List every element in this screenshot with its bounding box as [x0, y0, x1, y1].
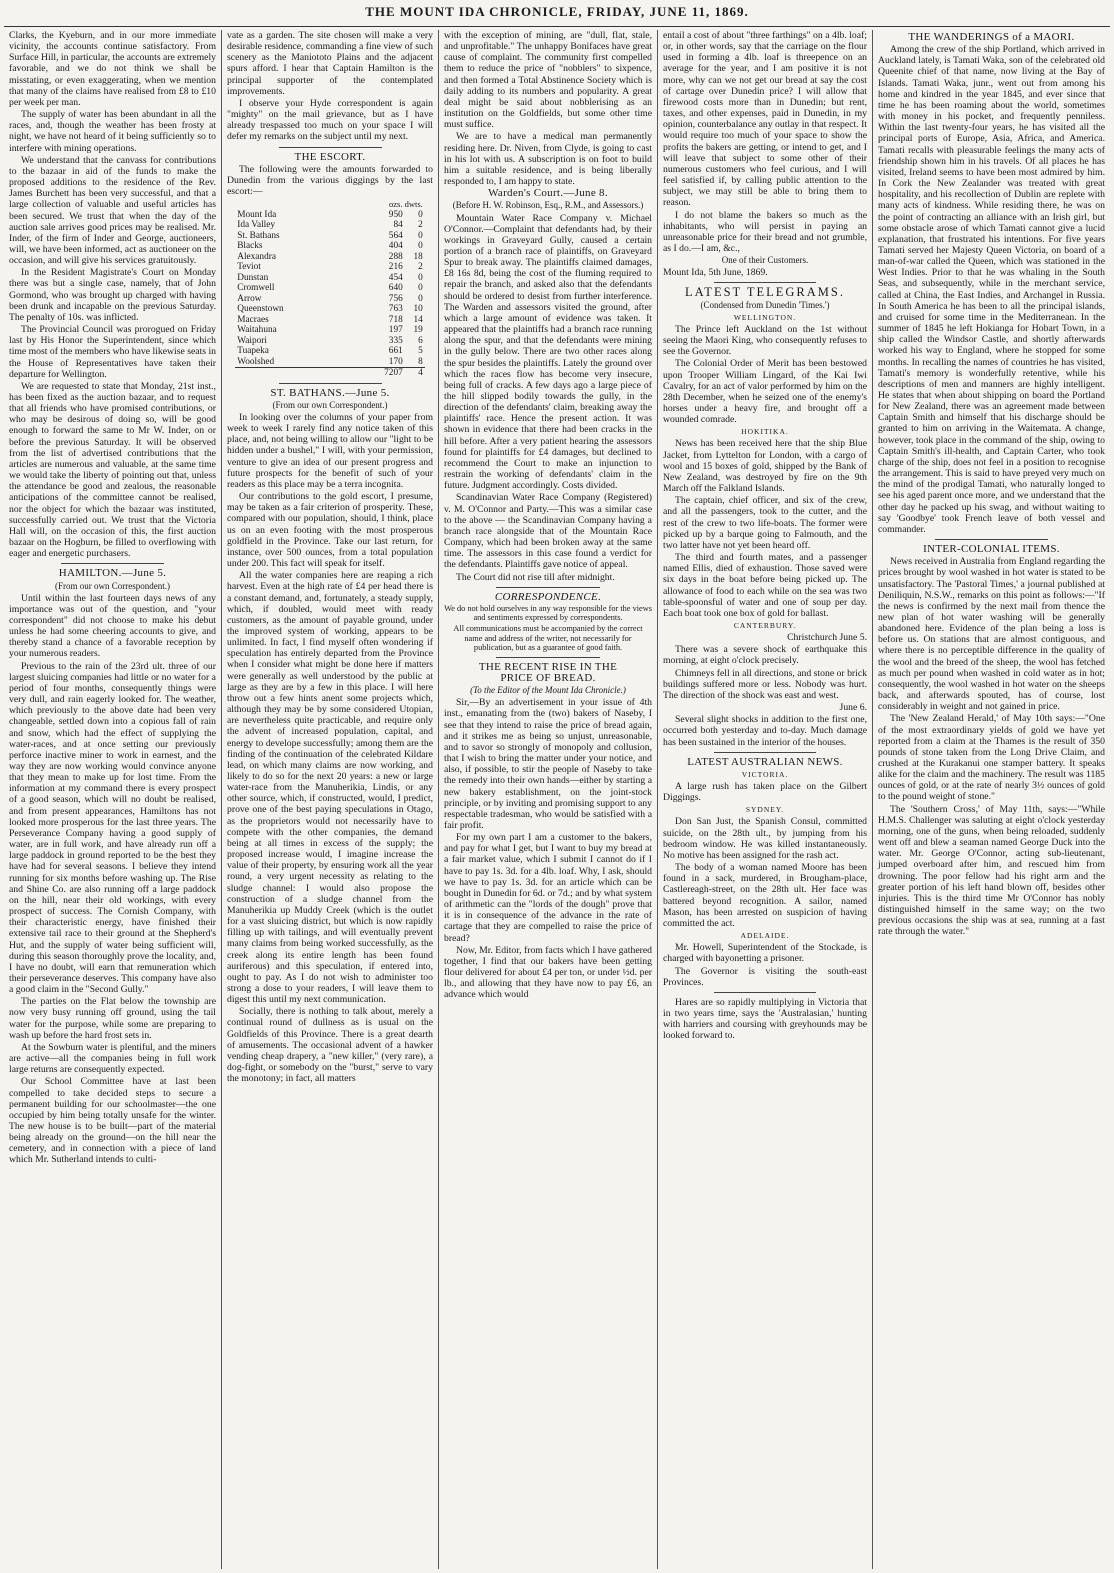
escort-row [235, 220, 425, 231]
paragraph: I do not blame the bakers so much as the inhabitants, who will persist in paying an unreasonable price for their bread and not grumble, as I do.—I am, &c., [663, 209, 867, 254]
escort-row [235, 231, 425, 242]
escort-row [235, 241, 425, 252]
escort-place: Tuapeka [237, 346, 269, 357]
place-heading: ADELAIDE. [740, 931, 790, 941]
escort-dwts: 19 [413, 325, 423, 336]
place-heading: SYDNEY. [745, 805, 785, 815]
escort-place: St. Bathans [237, 230, 280, 241]
escort-header-row [235, 199, 425, 210]
section-heading-australian-news: LATEST AUSTRALIAN NEWS. [687, 755, 843, 768]
masthead: THE MOUNT IDA CHRONICLE, FRIDAY, JUNE 11, 1869. [365, 4, 749, 19]
escort-ounces: 763 [388, 304, 403, 315]
divider [714, 992, 816, 993]
paragraph: Chimneys fell in all directions, and stone or brick buildings suffered more or less. Nobody was hurt. The direction of the shock was east and west. [663, 667, 867, 701]
escort-ounces: 197 [388, 325, 403, 336]
divider [496, 657, 600, 658]
paragraph: The 'New Zealand Herald,' of May 10th says:—"One of the most extraordinary yields of gold we have yet reported from a claim at the Thames is the result of 350 pounds of stone taken from the Long Drive Claim, and crushed at the Kurakanui one stamper battery. It speaks alike for the claim and the machinery. The result was 1185 ounces of gold, or at the rate of nearly 3½ ounces of gold to the pound weight of stone." [878, 713, 1105, 803]
paragraph: Our contributions to the gold escort, I presume, may be taken as a fair criterion of prosperity. These, compared with our population, should, I think, place us on an even footing with the most prosperous goldfield in the Province. Take our last return, for instance, over 500 ounces, from a total population under 200. This fact will speak for itself. [227, 491, 433, 570]
escort-row [235, 315, 425, 326]
escort-ounces: 756 [388, 293, 403, 304]
escort-row [235, 357, 425, 368]
escort-place: Arrow [237, 293, 262, 304]
section-subheading: (To the Editor of the Mount Ida Chronicle.) [470, 685, 626, 696]
paragraph: In the Resident Magistrate's Court on Monday there was but a single case, namely, that of John Gormond, who was brought up charged with having been drunk and incapable on the previous Saturday. The penalty of 10s. was inflicted. [9, 267, 216, 323]
divider [496, 587, 600, 588]
paragraph: Until within the last fourteen days news of any importance was out of the question, and "your correspondent" did not choose to make his debut unless he had some cheering accounts to give, and thereby stand a chance of a favorable reception by your numerous readers. [9, 592, 216, 660]
paragraph: Sir,—By an advertisement in your issue of 4th inst., emanating from the (two) bakers of Naseby, I see that they intend to raise the price of bread again, and it strikes me as being so unjust, unreasonable, and to savor so strongly of monopoly and collusion, that I wish to bring the matter under your notice, and also, if possible, to stir the people of Naseby to take the remedy into their own hands—either by starting a new bakery establishment, on the joint-stock principle, or by inviting and promising support to any respectable tradesman, who would be satisfied with a fair profit. [444, 697, 652, 831]
editorial-notice: All communications must be accompanied by the correct name and address of the writer, not necessarily for publication, but as a guarantee of good faith. [453, 624, 643, 653]
divider [279, 383, 382, 384]
escort-ounces: 950 [388, 209, 403, 220]
paragraph: The Court did not rise till after midnight. [456, 571, 615, 583]
escort-ounces: 84 [393, 220, 403, 231]
escort-row [235, 210, 425, 221]
escort-place: Cromwell [237, 283, 275, 294]
escort-place: Woolshed [237, 356, 275, 367]
section-heading-bread: THE RECENT RISE IN THE [478, 660, 618, 673]
escort-dwts: 5 [418, 346, 423, 357]
column-4 [658, 30, 873, 1569]
escort-dwts: 14 [413, 314, 423, 325]
dateline: Christchurch June 5. [787, 632, 867, 644]
escort-ounces: 661 [388, 346, 403, 357]
escort-ounces: 404 [388, 241, 403, 252]
escort-dwts: 0 [418, 209, 423, 220]
escort-row [235, 304, 425, 315]
escort-ounces: 454 [388, 272, 403, 283]
escort-total-ounces: 7207 [367, 368, 405, 379]
section-heading-inter-colonial: INTER-COLONIAL ITEMS. [923, 543, 1060, 556]
escort-place: Macraes [237, 314, 269, 325]
place-heading: VICTORIA. [741, 769, 789, 779]
escort-dwts: 8 [418, 356, 423, 367]
divider [935, 539, 1049, 540]
escort-dwts: 0 [418, 241, 423, 252]
escort-ounces: 216 [388, 262, 403, 273]
editorial-notice: We do not hold ourselves in any way responsible for the views and sentiments expressed by correspondents. [444, 603, 652, 623]
paragraph: The Colonial Order of Merit has been bestowed upon Trooper William Lingard, of the Kai Iwi Cavalry, for an act of valor performed by him on the 28th December, when he seized one of the enemy's horses under a heavy fire, and brought off a wounded comrade. [663, 358, 867, 426]
paragraph: News received in Australia from England regarding the prices brought by wool washed in hot water is stated to be unsatisfactory. The 'Pastoral Times,' a journal published at Deniliquin, N.S.W., remarks on this point as follows:—"If the news is confirmed by the next mail from thence the new plan of hot water washing will be generally abandoned here. Evidence of the plan being a loss is before us. On stations that are almost contiguous, and where there is no perceptible difference in the quality of the wool and the breed of the sheep, the wool has fetched as much per pound when washed in cold water as in hot; consequently, the wool washed in hot water on the sheeps back, and afterwards spouted, has of course, lost considerably in weight and not gained in price. [878, 556, 1105, 713]
paragraph: The body of a woman named Moore has been found in a sack, murdered, in Brougham-place, Castlereagh-street, on the 28th ult. Her face was battered beyond recognition. A sailor, named Mason, has been arrested on suspicion of having committed the act. [663, 862, 867, 929]
signature: One of their Customers. [721, 255, 809, 266]
paragraph: There was a severe shock of earthquake this morning, at eight o'clock precisely. [663, 644, 867, 667]
escort-ounces: 335 [388, 335, 403, 346]
paragraph: Our School Committee have at last been compelled to take decided steps to secure a permanent building for our schoolmaster—the one occupied by him being totally unsafe for the winter. The new house is to be built—part of the material being already on the ground—on the hill near the cemetery, and in connection with a piece of land which Mr. Sutherland intends to culti- [9, 1076, 216, 1166]
column-5 [873, 30, 1110, 1569]
escort-dwts: 2 [418, 220, 423, 231]
paragraph: Scandinavian Water Race Company (Registered) v. M. O'Connor and Party.—This was a similar case to the above — the Scandinavian Company having a branch race alongside that of the Mountain Race Company, which had been broken away at the same time. The assessors in this case found a verdict for the defendants. Plaintiffs gave notice of appeal. [444, 492, 652, 571]
escort-dwts: 2 [418, 262, 423, 273]
escort-row [235, 273, 425, 284]
escort-dwts: 18 [413, 251, 423, 262]
paragraph: News has been received here that the ship Blue Jacket, from Lyttelton for London, with a cargo of wool and 15 boxes of gold, shipped by the Bank of New Zealand, was destroyed by fire on the 9th March off the Falkland Islands. [663, 438, 867, 495]
escort-place: Queenstown [237, 304, 284, 315]
escort-dwts: 10 [413, 304, 423, 315]
paragraph: The third and fourth mates, and a passenger named Ellis, died of exhaustion. Those saved were six days in the boat before being picked up. The allowance of food to each while on the sea was two table-spoonsful of water and one of soup per day. Each boat took one box of gold for ballast. [663, 552, 867, 619]
place-heading: WELLINGTON. [733, 312, 797, 322]
paragraph: A large rush has taken place on the Gilbert Diggings. [663, 781, 867, 804]
paragraph: The Provincial Council was prorogued on Friday last by His Honor the Superintendent, since which time most of the members who have likewise seats in the House of Representatives have taken their departure for Wellington. [9, 324, 216, 380]
paragraph: I observe your Hyde correspondent is again "mighty" on the mail grievance, but as I have already trespassed too much on your space I will defer my remarks on the subject until my next. [227, 97, 433, 143]
paragraph: We are requested to state that Monday, 21st inst., has been fixed as the auction bazaar, and to request that all friends who have promised contributions, or who may be desirous of doing so, will be good enough to forward the same to Mr W. Inder, on or before the previous Saturday. It will be observed from the list of advertised contributions that the articles are numerous and valuable, at the same time we would take the liberty of pointing out that, unless the attendance be good and zealous, the reasonable anticipations of the committee cannot be realised, nor the object for which the bazaar was instituted, successfully carried out. We trust that the Victoria Hall will, on the occasion of this, the first auction bazaar on the Hogburn, be filled to overflowing with eager and energetic purchasers. [9, 380, 216, 560]
section-heading-hamilton: HAMILTON.—June 5. [58, 567, 167, 580]
paragraph: Mr. Howell, Superintendent of the Stockade, is charged with bayonetting a prisoner. [663, 942, 867, 965]
escort-row [235, 252, 425, 263]
escort-place: Blacks [237, 241, 263, 252]
paragraph: For my own part I am a customer to the bakers, and pay for what I get, but I want to buy my bread at a fair market value, which I submit I cannot do if I have to pay 1s. 3d. for a 4lb. loaf. Why, I ask, should we have to pay 1s. 3d. for an article which can be bought in Dunedin for 6d. or 7d.; and by what system of arithmetic can the "lords of the dough" prove that it is in consequence of the advance in the rate of cartage that they are compelled to raise the price of bread? [444, 832, 652, 944]
masthead-rule [4, 26, 1110, 27]
paragraph: vate as a garden. The site chosen will make a very desirable residence, commanding a fine view of such scenery as the Maniototo Plains and the adjacent spurs afford. I hear that Captain Hamilton is the principal supporter of the contemplated improvements. [227, 30, 433, 97]
divider [714, 752, 816, 753]
paragraph: In looking over the columns of your paper from week to week I rarely find any notice taken of this place, and, not being willing to allow our "light to be hidden under a bushel," I will, with your permission, venture to give an idea of our present progress and future prospects for the benefit of such of your readers as this place may be a terra incognita. [227, 412, 433, 490]
escort-place: Mount Ida [237, 209, 277, 220]
paragraph: The 'Southern Cross,' of May 11th, says:—"While H.M.S. Challenger was saluting at eight o'clock yesterday morning, one of the guns, when being reloaded, suddenly went off and blew a seaman named George Duck into the water. Mr. George O'Connor, acting sub-lieutenant, jumped overboard after him, and rescued him from drowning. The poor fellow had his right arm and the greater portion of his left hand blown off, besides other injuries. This is the third time Mr O'Connor has nobly distinguished himself in the same way; on the two previous occasions the ship was at sea, running at a fast rate through the water." [878, 803, 1105, 938]
paragraph: Now, Mr. Editor, from facts which I have gathered together, I find that our bakers have been getting flour delivered for about £4 per ton, or under ½d. per lb., and allowing that they have now to pay £6, an advance which would [444, 944, 652, 1001]
columns [4, 30, 1110, 1569]
paragraph: Don San Just, the Spanish Consul, committed suicide, on the 28th ult., by jumping from his bedroom window. He was killed instantaneously. No motive has been assigned for the rash act. [663, 816, 867, 861]
escort-row [235, 294, 425, 305]
paragraph: Mountain Water Race Company v. Michael O'Connor.—Complaint that defendants had, by their workings in Graveyard Gully, caused a certain portion of a branch race of plaintiffs, on Graveyard Spur to break away. The plaintiffs claimed damages, £8 16s 8d, being the cost of the fluming required to repair the branch, and asked also that the defendants should be ordered to desist from further interference. The Warden and assessors visited the ground, after which a large amount of evidence was taken. It appeared that the plaintiffs had a branch race running along the spur, and that the defendants were mining in the gully below. There are two other races along the spur besides the plaintiffs. Lately the ground over which the races flow has become very insecure, being full of cracks. A few days ago a large piece of the hill slipped bodily towards the gully, in the direction of the defendants' claim, breaking away the plaintiffs' race. Hence the present action. It was shown in evidence that there had been cracks in the hill before. After a very patient hearing the assessors found for plaintiffs for £4 damages, but declined to recommend the Court to make an injunction to restrain the working of defendants' claim in the future. Judgment accordingly. Costs divided. [444, 212, 652, 492]
divider [61, 563, 165, 564]
escort-row [235, 346, 425, 357]
escort-row [235, 336, 425, 347]
section-subheading: (From our own Correspondent.) [272, 399, 388, 410]
paragraph: The captain, chief officer, and six of the crew, and all the passengers, took to the cutter, and the rest of the crew to two life-boats. The former were picked up by a barque going to Falmouth, and the two latter have not yet been heard off. [663, 495, 867, 551]
escort-dwts: 0 [418, 283, 423, 294]
escort-ounces: 170 [388, 356, 403, 367]
paragraph: The Governor is visiting the south-east Provinces. [663, 965, 867, 988]
escort-row [235, 262, 425, 273]
divider [279, 147, 382, 148]
escort-dwts: 0 [418, 293, 423, 304]
escort-dwts: 0 [418, 230, 423, 241]
column-2 [222, 30, 439, 1569]
section-heading-escort: THE ESCORT. [294, 150, 366, 163]
escort-ounces: 564 [388, 230, 403, 241]
escort-place: Alexandra [237, 251, 276, 262]
paragraph: All the water companies here are reaping a rich harvest. Even at the high rate of £4 per head there is a constant demand, and, fortunately, a steady supply, which, if doubled, would meet with ready customers, as the amount of payable ground, under the improved system of working, appears to be unlimited. In fact, I find myself often wondering if speculation has entirely departed from the Province when I consider what might be done here if matters were generally as well understood by the public at large as they are by a few in this place. I will here throw out a few hints anent some projects which, although they may be by some considered Utopian, are nevertheless quite practicable, and require only the advent of increased population, capital, and energy to develope successfully; among them are the finding of the continuation of the celebrated Kildare lead, on which many claims are now working, and likely to do so for the next 20 years: a new or large water-race from the Manuherikia, Lindis, or any other source, which, if constructed, would, I predict, prove one of the best paying speculations in Otago, as the proprietors would not necessarily have to compete with the other companies, the demand being at all times in excess of the supply; the proposed increase would, I imagine increase the value of their property, by ensuring work all the year round, a very urgent necessity as relating to the sludge channel: I would also propose the construction of a sludge channel from the Manuherikia up Muddy Creek (which is the outlet for a vast sluicing district, but which is now rapidly filling up with tailings, and will eventually prevent many claims from being worked successfully, as the creek along its entire length has been found auriferous) and this speculation, if entered into, ought to pay. As I do not wish to administer too strong a dose to your readers, I will leave them to digest this until my next communication. [227, 570, 433, 1006]
paragraph: Hares are so rapidly multiplying in Victoria that in two years time, says the 'Australasian,' hunting with harriers and coursing with greyhounds may be looked forward to. [663, 996, 867, 1042]
paragraph: The parties on the Flat below the township are now very busy running off ground, using the tail water for the purpose, while some are preparing to wash up before the hard frost sets in. [9, 996, 216, 1041]
paragraph: The Prince left Auckland on the 1st without seeing the Maori King, who consequently refuses to see the Governor. [663, 323, 867, 358]
paragraph: The supply of water has been abundant in all the races, and, though the weather has been frosty at night, we have not heard of it being sufficiently so to interfere with mining operations. [9, 109, 216, 154]
column-3 [439, 30, 658, 1569]
section-heading-maori: THE WANDERINGS of a MAORI. [908, 31, 1075, 43]
paragraph: Socially, there is nothing to talk about, merely a continual round of dullness as is usual on the Goldfields of this Province. There is a great dearth of amusements. The occasional advent of a hawker vending cheap drapery, a "new killer," (very rare), a dog-fight, or somebody on the "burst," serve to vary the monotony; in fact, all matters [227, 1006, 433, 1085]
escort-total-row [235, 368, 425, 379]
paragraph: The following were the amounts forwarded to Dunedin from the various diggings by the last escort:— [227, 163, 433, 198]
paragraph: We understand that the canvass for contributions to the bazaar in aid of the funds to make the proposed additions to the residence of the Rev. James Burchett has been very successful, and that a large collection of valuable and useful articles has been secured. We trust that when the day of the auction sale arrives good prices may be realised. Mr. Inder, of the firm of Inder and George, auctioneers, will, we have been informed, act as auctioneer on the occasion, and will give his services gratuitously. [9, 154, 216, 267]
section-heading-correspondence: CORRESPONDENCE. [494, 590, 602, 603]
section-subheading: (Condensed from Dunedin 'Times.') [700, 299, 830, 310]
escort-ounces: 718 [388, 314, 403, 325]
paragraph: Clarks, the Kyeburn, and in our more immediate vicinity, the accounts continue satisfactory. From Surface Hill, in particular, the accounts are extremely favorable, and we do not think we shall be misstating, or even exaggerating, when we mention that many of the claims have realised from £8 to £10 per week per man. [9, 30, 216, 108]
paragraph: We are to have a medical man permanently residing here. Dr. Niven, from Clyde, is going to cast in his lot with us. A subscription is on foot to build him a suitable residence, and is being liberally responded to, I am happy to state. [444, 131, 652, 188]
paragraph: Several slight shocks in addition to the first one, occurred both yesterday and to-day. Much damage has been sustained in the interior of the houses. [663, 714, 867, 748]
paragraph: Among the crew of the ship Portland, which arrived in Auckland lately, is Tamati Waka, son of the celebrated old Queenite chief of that name, now living at the Bay of Islands. Tamati Waka, junr., went out from among his home and kindred in the year 1845, and ever since that time he has been roaming about the world, sometimes with money in his pocket, and frequently penniless. Within the last twenty-four years, he has visited all the principal ports of Europe, Asia, Africa, and America. Tamati recalls with pleasurable feelings the many acts of friendship shown him in his travels. Of all places he has visited, Ireland seems to have been most admired by him. In Cork the New Zealander was treated with great hospitality, and his recollection of Dublin are replete with many acts of kindness. While residing there, he was on the point of contracting an alliance with an Irish girl, but some obstacle arose of which Tamati cannot give a lucid explanation, that frustrated his intentions. For five years Tamati served her Majesty Queen Victoria, on board of a man-of-war called the Queen, which was stationed in the West Indies. Prior to that he was whaling in the South Seas, and subsequently, while in the merchant service, called at China, the East Indies, and Archangel in Russia. In South America he has been to all the principal islands, and cruised for some time in the Mediterranean. In the summer of 1845 he left Hokianga for Hobart Town, in a ship called the Windsor Castle, and shortly afterwards worked his way to England, where he stopped for some months. In recalling the names of countries he has visited, Tamati's memory is wonderfully retentive, while his descriptions of men and manners are highly intelligent. He states that when about shipping on board the Portland for New Zealand, there was an agreement made between Captain Smith and himself that his discharge should be granted to him on arriving in the Waitemata. A change, however, took place in the command of the ship, owing to Captain Smith's ill-health, and Captain Carter, who took charge of the ship, does not feel in a position to recognise the arrangement. This is said to have preyed very much on the mind of the prodigal Tamati, who naturally longed to see his aged parent once more, and we understand that the other day he packed up his swag, and without waiting to say 'Goodbye' took French leave of both vessel and commander. [878, 44, 1105, 535]
paragraph: entail a cost of about "three farthings" on a 4lb. loaf; or, in other words, say that the carriage on the flour used in forming a 4lb. loaf is threepence on an average for the year, and I am positive it is not more, why can we not get our bread at say the cost of cartage over Dunedin price? I will allow that firewood costs more than in Dunedin; but rent, taxes, and other expenses, paid in Dunedin, in my opinion, counterbalance any outlay in that respect. It would require too much of your space to show the profits the bakers are getting, or intend to get, and I will leave that subject to some other of their numerous customers who feel curious, and I will feel satisfied if, by calling public attention to the subject, we may still be able to bring them to reason. [663, 30, 867, 209]
escort-dwts: 0 [418, 272, 423, 283]
section-subheading: (From our own Correspondent.) [55, 580, 170, 591]
section-heading-wardens-court: Warden's Court.—June 8. [488, 187, 608, 200]
escort-dwts: 6 [418, 335, 423, 346]
escort-row [235, 283, 425, 294]
escort-ounces: 288 [388, 251, 403, 262]
paragraph: with the exception of mining, are "dull, flat, stale, and unprofitable." The unhappy Bonifaces have great cause of complaint. The community first compelled them to reduce the price of "nobblers" to sixpence, and then formed a Total Abstinence Society which is daily adding to its numbers and popularity. A great deal might be said about nobblerising as an institution on the Goldfields, but some other time must suffice. [444, 30, 652, 131]
section-heading-st-bathans: ST. BATHANS.—June 5. [270, 386, 390, 399]
letter-dateline: Mount Ida, 5th June, 1869. [663, 267, 768, 279]
escort-total-dwts: 4 [405, 368, 425, 379]
section-subheading: (Before H. W. Robinson, Esq., R.M., and Assessors.) [452, 200, 644, 211]
place-heading: CANTERBURY. [733, 620, 797, 630]
dateline: June 6. [839, 702, 867, 714]
escort-place: Teviot [237, 262, 261, 273]
escort-place: Dunstan [237, 272, 269, 283]
escort-units: ozs. dwts. [388, 199, 423, 210]
escort-place: Waipori [237, 335, 267, 346]
column-1 [4, 30, 222, 1569]
place-heading: HOKITIKA. [741, 427, 789, 437]
section-heading-bread: PRICE OF BREAD. [500, 671, 596, 684]
escort-place: Ida Valley [237, 220, 276, 231]
paragraph: At the Sowburn water is plentiful, and the miners are active—all the companies being in full work large returns are consequently expected. [9, 1041, 216, 1076]
escort-ounces: 640 [388, 283, 403, 294]
paragraph: Previous to the rain of the 23rd ult. three of our largest sluicing companies had little or no water for a period of four months, consequently things were very dull, and rain eagerly looked for. The weather, which previously to the above date had been very changeable, settled down into a copious fall of rain and snow, which had the effect of supplying the water-races, and at once setting our previously perforce inactive miner to work in earnest, and the way they are now working would convince anyone that they mean to make up for lost time. From the information at my command there is every prospect of a good season, which will no doubt be realised, and from present appearances, Hamiltons has not looked more prosperous for the last three years. The Perseverance Company having a good supply of water, are in full work, and have already run off a large paddock in ground reported to be the best they have had for several seasons. I believe they intend running for six months before washing up. The Rise and Shine Co. are also running off a large paddock on the hill, near their old workings, with every prospect of success. The Cornish Company, with their characteristic energy, have finished their extensive tail race to their ground at the Shepherd's Hut, and the supply of water being sufficient will, during this season thoroughly prove the locality, and, I have no doubt, will earn that remuneration which their perseverance deserves. This company have also a good claim in the "Second Gully." [9, 660, 216, 996]
escort-row [235, 325, 425, 336]
section-heading-telegrams: LATEST TELEGRAMS. [685, 285, 845, 300]
escort-table [235, 199, 425, 379]
divider [714, 282, 816, 283]
escort-place: Waitahuna [237, 325, 277, 336]
